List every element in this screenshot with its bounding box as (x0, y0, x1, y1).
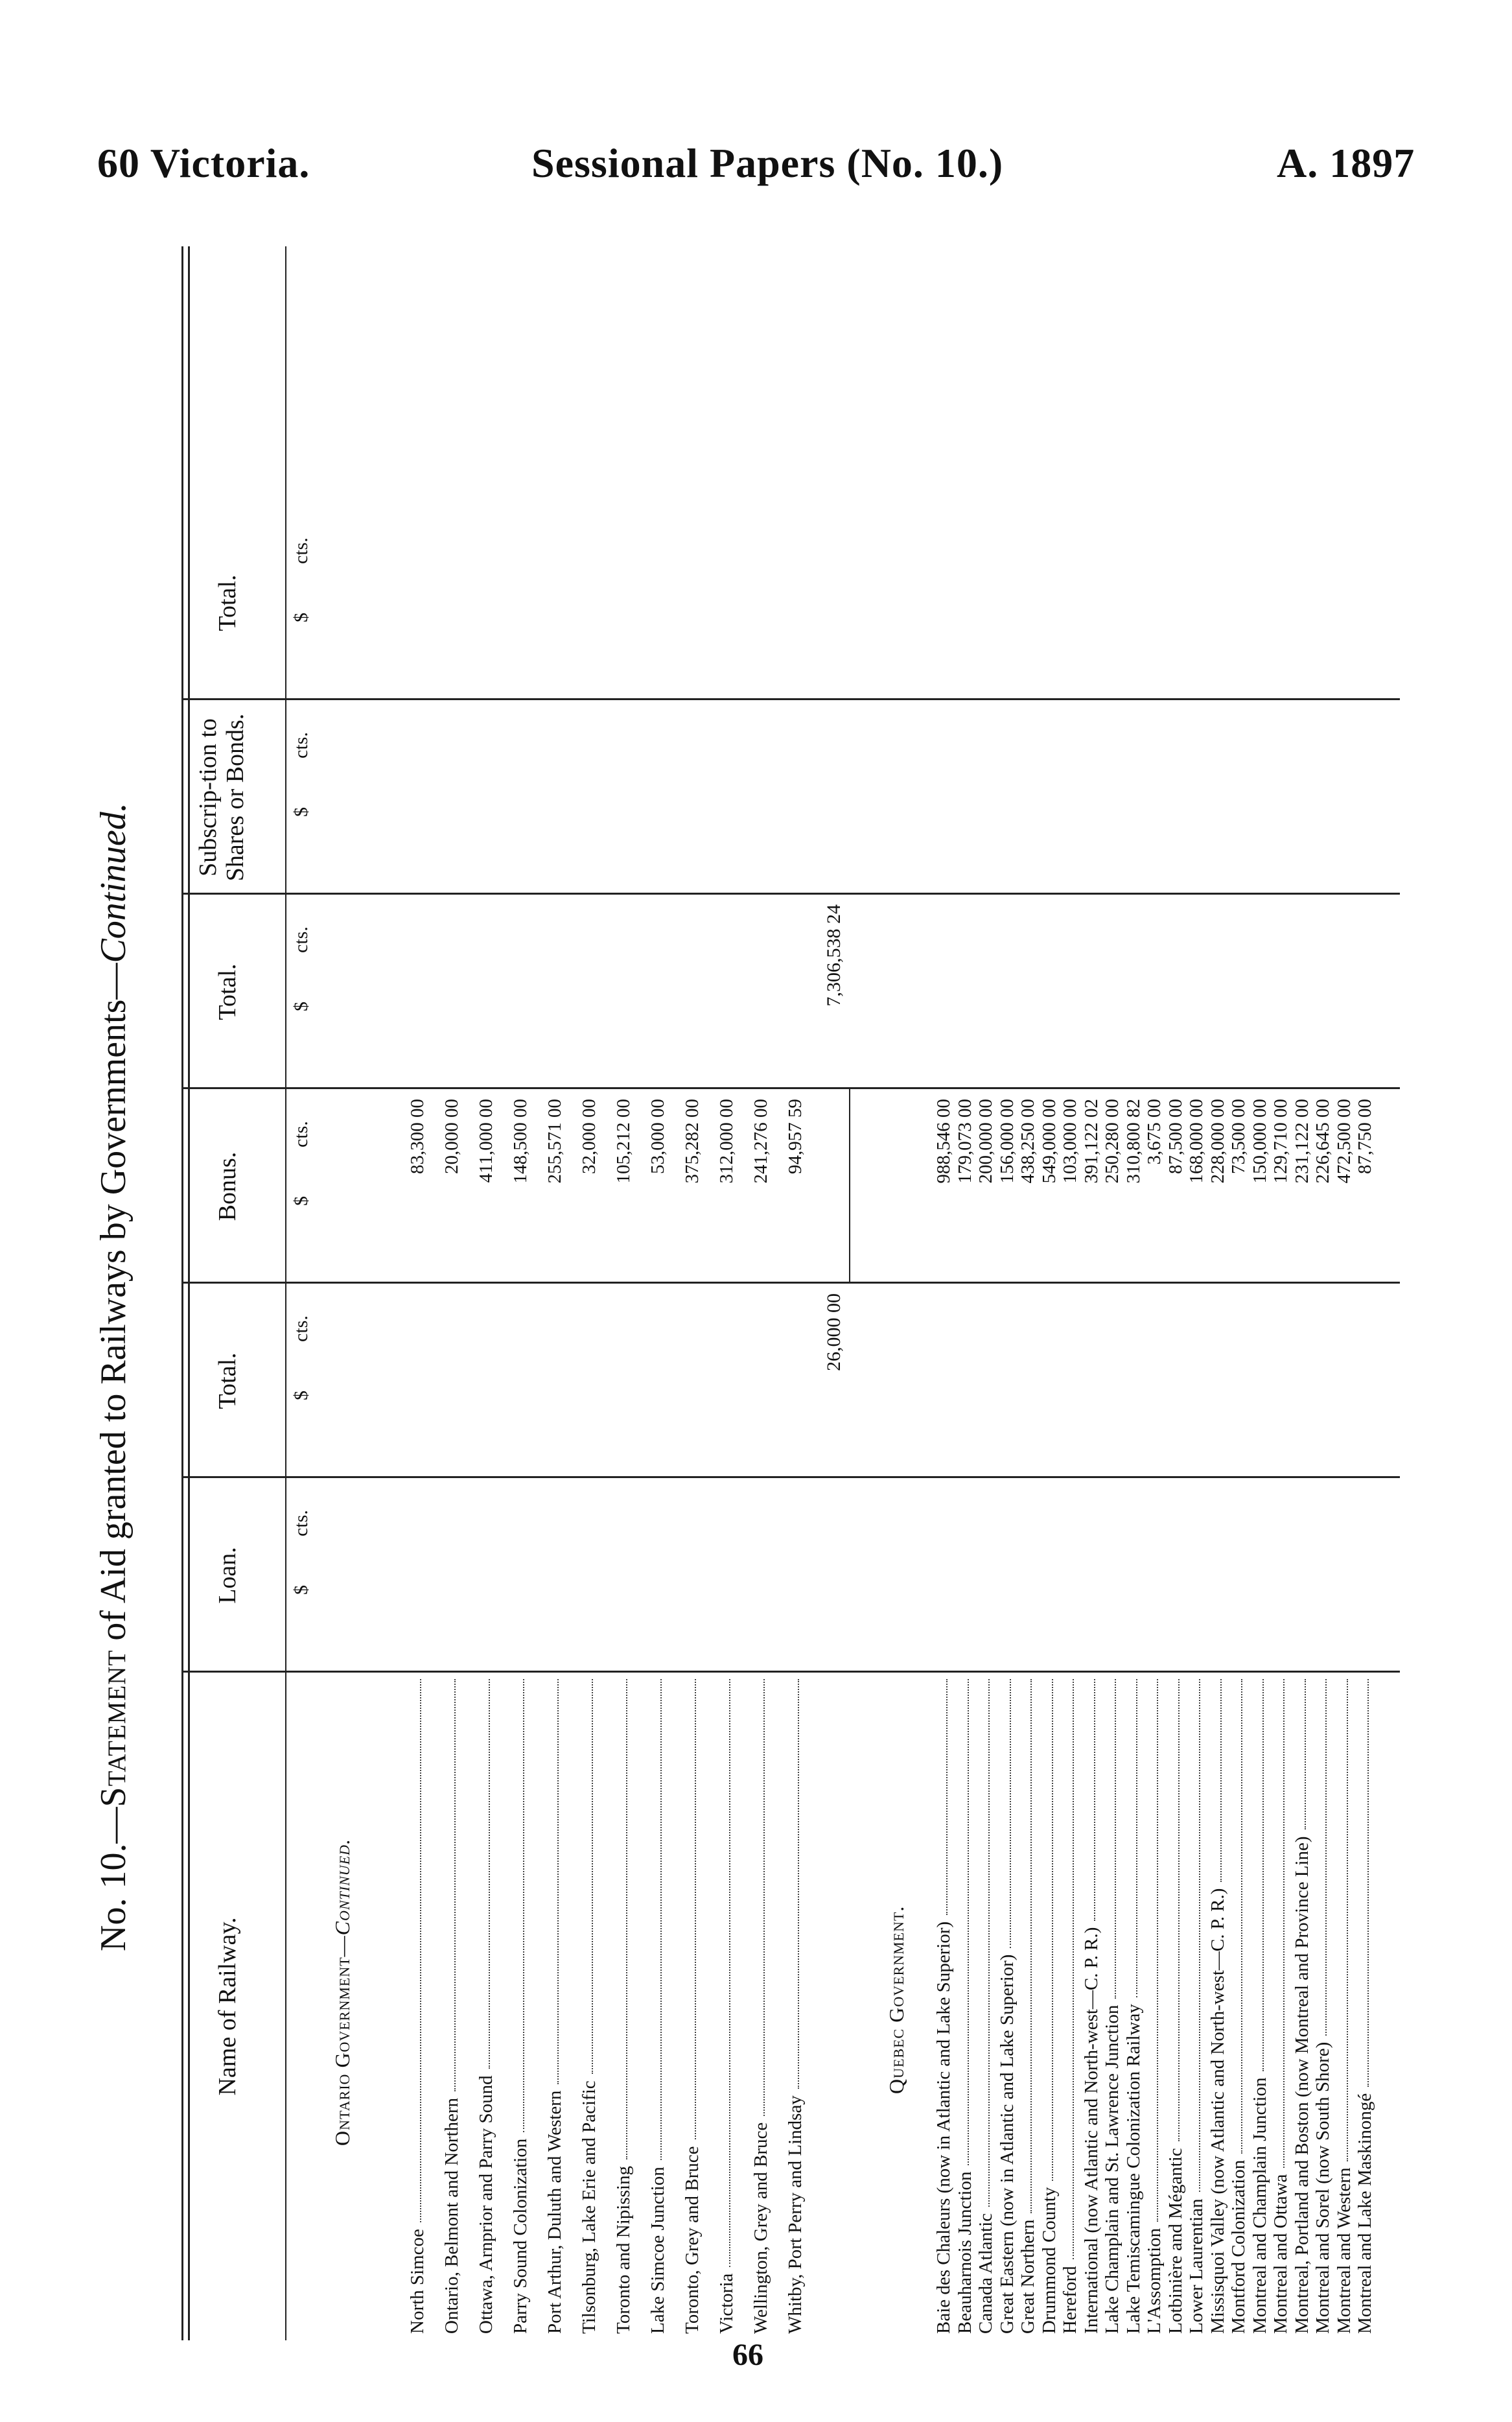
table-row (1167, 901, 1185, 2334)
table-row (1124, 901, 1143, 2334)
railway-name: Hereford (1060, 2266, 1080, 2334)
bonus-value: 375,282 00 (682, 1099, 703, 1184)
railway-name: Baie des Chaleurs (now in Atlantic and Lake Superior) (933, 1921, 954, 2334)
bonus-value: 87,750 00 (1355, 1099, 1375, 1174)
leader-dots (968, 1679, 969, 2165)
col-head-total-2: Total. (214, 963, 241, 1020)
leader-dots (1262, 1679, 1264, 2071)
table-row (1040, 901, 1058, 2334)
leader-dots (1241, 1679, 1242, 2154)
railway-name: Drummond County (1038, 2187, 1060, 2334)
table-row (1061, 901, 1079, 2334)
col-head-subscription: Subscrip-tion to Shares or Bonds. (194, 713, 249, 882)
leader-dots (729, 1679, 730, 2267)
railway-name: Montreal and Sorel (now South Shore) (1312, 2041, 1333, 2334)
table-row (580, 901, 598, 2334)
unit-dollar: $ (290, 613, 312, 622)
railway-name: Montreal and Champlain Junction (1249, 2077, 1270, 2334)
unit-cts: cts. (290, 1121, 312, 1147)
leader-dots (1347, 1679, 1348, 2161)
bonus-value: 73,500 00 (1228, 1099, 1249, 1174)
table-row (1019, 901, 1037, 2334)
section-quebec: Quebec Government. (885, 1905, 908, 2094)
leader-dots (1367, 1679, 1369, 2087)
railway-name: Port Arthur, Duluth and Western (544, 2090, 565, 2334)
table-row (1145, 901, 1163, 2334)
railway-name: Montreal and Western (1333, 2167, 1355, 2334)
table-row (1082, 901, 1100, 2334)
table-row (443, 901, 461, 2334)
unit-cts: cts. (290, 1315, 312, 1342)
unit-cts: cts. (290, 732, 312, 758)
bonus-value: 255,571 00 (544, 1099, 565, 1184)
railway-name: Lotbinière and Mégantic (1165, 2148, 1186, 2334)
table-row (511, 901, 529, 2334)
col-head-name: Name of Railway. (214, 1917, 241, 2096)
title-continued: Continued. (93, 803, 134, 963)
bonus-value: 391,122 02 (1080, 1099, 1102, 1184)
railway-name: International (now Atlantic and North-west—C. P. R.) (1080, 1927, 1102, 2334)
table-row (649, 901, 667, 2334)
railway-name: Toronto, Grey and Bruce (682, 2146, 703, 2334)
leader-dots (592, 1679, 593, 2074)
railway-name: Ottawa, Arnprior and Parry Sound (476, 2075, 496, 2334)
railway-name: Ontario, Belmont and Northern (441, 2097, 462, 2334)
table-row (998, 901, 1016, 2334)
unit-dollar: $ (290, 807, 312, 817)
unit-cts: cts. (290, 537, 312, 564)
header-year: A. 1897 (1277, 140, 1415, 186)
leader-dots (1305, 1679, 1306, 1829)
railway-name: Lake Temiscamingue Colonization Railway (1122, 2004, 1144, 2334)
table-row (1187, 901, 1205, 2334)
table-row (546, 901, 564, 2334)
railway-name: Missisquoi Valley (now Atlantic and North-west—C. P. R.) (1207, 1888, 1228, 2334)
railway-name: Montreal, Portland and Boston (now Montreal and Province Line) (1291, 1836, 1312, 2334)
table-row (1356, 901, 1374, 2334)
table-row (1272, 901, 1290, 2334)
railway-name: Lake Simcoe Junction (647, 2167, 668, 2334)
bonus-value: 438,250 00 (1018, 1099, 1038, 1184)
col-head-total-3: Total. (214, 574, 241, 631)
leader-dots (695, 1679, 696, 2139)
railway-name: Wellington, Grey and Bruce (750, 2122, 771, 2334)
railway-name: Montford Colonization (1228, 2159, 1249, 2334)
title-statement: Statement (93, 1649, 134, 1807)
header-sessional-papers: Sessional Papers (No. 10.) (531, 140, 1004, 186)
leader-dots (489, 1679, 490, 2069)
bonus-value: 168,000 00 (1186, 1099, 1207, 1184)
table-row (752, 901, 770, 2334)
bonus-value: 241,276 00 (750, 1099, 771, 1184)
leader-dots (454, 1679, 456, 2091)
bonus-value: 105,212 00 (613, 1099, 634, 1184)
bonus-value: 148,500 00 (510, 1099, 531, 1184)
leader-dots (420, 1679, 421, 2222)
leader-dots (1052, 1679, 1053, 2181)
leader-dots (1136, 1679, 1137, 1997)
table-row (614, 901, 633, 2334)
ontario-bonus-rule (849, 1089, 850, 1284)
leader-dots (1094, 1679, 1095, 1921)
unit-cts: cts. (290, 926, 312, 953)
header-bottom-rule (285, 246, 286, 2340)
railway-name: Great Eastern (now in Atlantic and Lake Superior) (996, 1954, 1018, 2334)
leader-dots (1178, 1679, 1180, 2141)
unit-dollar: $ (290, 1391, 312, 1400)
bonus-value: 411,000 00 (476, 1099, 496, 1183)
railway-name: Tilsonburg, Lake Erie and Pacific (579, 2080, 599, 2334)
title-prefix: No. 10.— (93, 1807, 134, 1951)
railway-name: Great Northern (1018, 2219, 1038, 2334)
table-row (477, 901, 495, 2334)
table-top-rule (181, 246, 183, 2340)
leader-dots (557, 1679, 559, 2084)
table-row (786, 901, 804, 2334)
col-head-total-1: Total. (214, 1352, 241, 1409)
unit-dollar: $ (290, 1002, 312, 1011)
bonus-value: 250,280 00 (1102, 1099, 1122, 1184)
bonus-value: 87,500 00 (1165, 1099, 1186, 1174)
col-head-bonus: Bonus. (214, 1151, 241, 1221)
bonus-value: 32,000 00 (579, 1099, 599, 1174)
leader-dots (1115, 1679, 1116, 1999)
bonus-value: 3,675 00 (1144, 1099, 1165, 1165)
leader-dots (1325, 1679, 1327, 2036)
ontario-total-loan: 26,000 00 (823, 1293, 844, 1371)
railway-name: Lower Laurentian (1186, 2198, 1207, 2334)
col-divider-subscription (181, 698, 1400, 700)
table-row (408, 901, 426, 2334)
leader-dots (988, 1679, 990, 2207)
section-ontario-continued: Continued. (331, 1838, 354, 1936)
bonus-value: 228,000 00 (1207, 1099, 1228, 1184)
table-row (1251, 901, 1269, 2334)
leader-dots (1010, 1679, 1011, 1948)
ontario-total-bonus: 7,306,538 24 (823, 904, 844, 1007)
bonus-value: 20,000 00 (441, 1099, 462, 1174)
bonus-value: 312,000 00 (716, 1099, 737, 1184)
bonus-value: 103,000 00 (1060, 1099, 1080, 1184)
table-row (1293, 901, 1311, 2334)
table-row (1209, 901, 1227, 2334)
table-row (1335, 901, 1353, 2334)
railway-name: Lake Champlain and St. Lawrence Junction (1102, 2005, 1122, 2334)
bonus-value: 472,500 00 (1333, 1099, 1355, 1184)
table-row (1103, 901, 1121, 2334)
bonus-value: 549,000 00 (1038, 1099, 1060, 1184)
railway-name: Victoria (716, 2273, 737, 2334)
railway-name: Whitby, Port Perry and Lindsay (785, 2095, 806, 2334)
railway-name: North Simcoe (407, 2229, 428, 2334)
leader-dots (1157, 1679, 1158, 2222)
bonus-value: 83,300 00 (407, 1099, 428, 1174)
leader-dots (660, 1679, 662, 2160)
leader-dots (523, 1679, 524, 2132)
bonus-value: 94,957 59 (785, 1099, 806, 1174)
railway-name: Canada Atlantic (975, 2213, 996, 2334)
leader-dots (763, 1679, 765, 2116)
bonus-value: 53,000 00 (647, 1099, 668, 1174)
railway-name: Montreal and Lake Maskinongé (1355, 2093, 1375, 2334)
bonus-value: 988,546 00 (933, 1099, 954, 1184)
unit-total-2 (290, 895, 314, 1089)
page-number: 66 (732, 2338, 763, 2372)
railway-name: Parry Sound Colonization (510, 2138, 531, 2334)
unit-bonus (290, 1089, 314, 1284)
table-row (1229, 901, 1248, 2334)
section-ontario-label: Ontario Government— (331, 1935, 354, 2146)
railway-name: Beauharnois Junction (954, 2171, 975, 2334)
table-title (84, 395, 143, 1951)
col-head-loan: Loan. (214, 1547, 241, 1604)
unit-dollar: $ (290, 1585, 312, 1595)
bonus-value: 150,000 00 (1249, 1099, 1270, 1184)
table-top-rule-2 (188, 246, 190, 2340)
railway-name: Toronto and Nipissing (613, 2166, 634, 2334)
table-row (935, 901, 953, 2334)
rotated-table (84, 246, 1432, 2340)
header-volume: 60 Victoria. (97, 140, 310, 186)
table-row (683, 901, 701, 2334)
railway-name: Montreal and Ottawa (1270, 2174, 1291, 2334)
section-ontario (331, 1839, 355, 2146)
col-divider-total2 (181, 893, 1400, 895)
unit-subscription (290, 700, 314, 895)
leader-dots (1073, 1679, 1074, 2259)
unit-total-3 (290, 506, 314, 700)
leader-dots (946, 1679, 948, 1915)
bonus-value: 200,000 00 (975, 1099, 996, 1184)
bonus-value: 231,122 00 (1291, 1099, 1312, 1184)
bonus-value: 226,645 00 (1312, 1099, 1333, 1184)
unit-cts: cts. (290, 1510, 312, 1536)
leader-dots (798, 1679, 799, 2089)
leader-dots (1030, 1679, 1032, 2213)
unit-dollar: $ (290, 1196, 312, 1206)
table-row (717, 901, 736, 2334)
leader-dots (1199, 1679, 1200, 2192)
unit-total-1 (290, 1284, 314, 1478)
leader-dots (1220, 1679, 1222, 1882)
table-row (977, 901, 995, 2334)
table-row (956, 901, 974, 2334)
leader-dots (1283, 1679, 1285, 2168)
unit-loan (290, 1478, 314, 1673)
bonus-value: 310,800 82 (1122, 1099, 1144, 1184)
railway-name: L'Assomption (1144, 2228, 1165, 2334)
table-row (1314, 901, 1332, 2334)
title-rest: of Aid granted to Railways by Governments— (93, 963, 134, 1650)
bonus-value: 179,073 00 (954, 1099, 975, 1184)
bonus-value: 129,710 00 (1270, 1099, 1291, 1184)
leader-dots (626, 1679, 627, 2159)
bonus-value: 156,000 00 (996, 1099, 1018, 1184)
